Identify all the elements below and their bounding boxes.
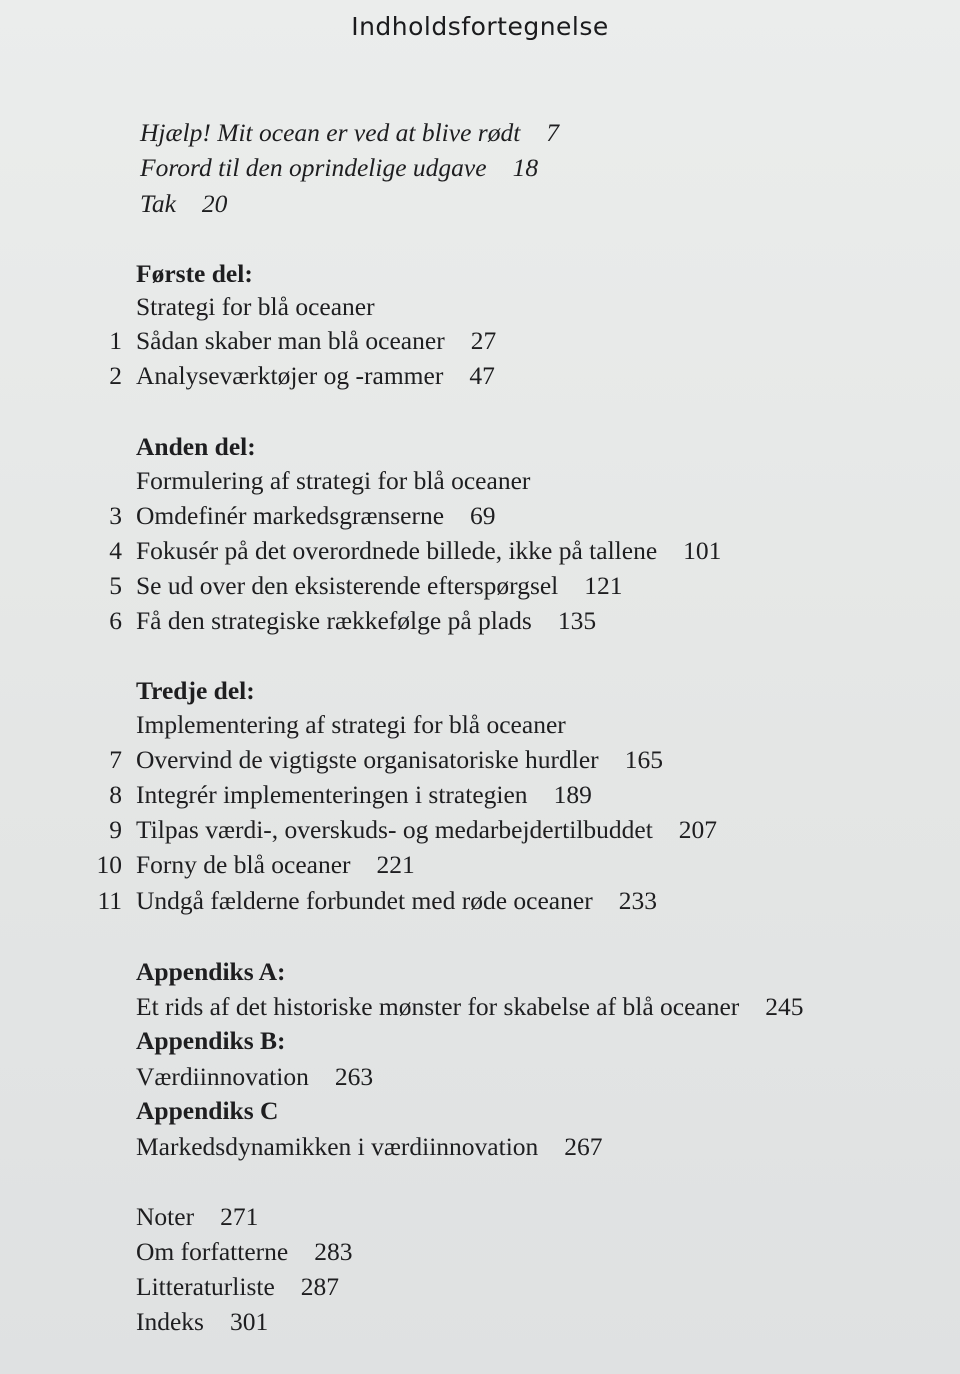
chapter-number: 5	[109, 571, 122, 600]
page-number: 135	[557, 606, 597, 635]
toc-entry-front-3: Tak 20	[140, 189, 228, 218]
appendix-heading-a: Appendiks A:	[136, 957, 286, 986]
chapter-number: 9	[109, 815, 122, 844]
page-number: 101	[683, 536, 722, 565]
page-number: 221	[376, 850, 415, 879]
part-heading-3: Tredje del:	[136, 676, 255, 705]
part-heading-2: Anden del:	[136, 432, 256, 461]
part-subtitle-2: Formulering af strategi for blå oceaner	[136, 466, 531, 495]
chapter-number: 7	[109, 745, 122, 774]
chapter-number: 11	[97, 886, 122, 915]
toc-entry-chapter-10: Forny de blå oceaner 221	[136, 850, 415, 879]
toc-entry-appendix-c: Markedsdynamikken i værdiinnovation 267	[136, 1132, 603, 1161]
toc-entry-appendix-a: Et rids af det historiske mønster for skabelse af blå oceaner 245	[136, 992, 804, 1021]
part-heading-1: Første del:	[136, 259, 253, 288]
chapter-number: 1	[109, 326, 122, 355]
toc-entry-chapter-9: Tilpas værdi-, overskuds- og medarbejdertilbuddet 207	[136, 815, 718, 844]
toc-entry-chapter-6: Få den strategiske rækkefølge på plads 135	[136, 606, 597, 635]
chapter-number: 6	[109, 606, 122, 635]
toc-entry-back-3: Litteraturliste 287	[136, 1272, 340, 1301]
toc-entry-chapter-8: Integrér implementeringen i strategien 189	[136, 780, 592, 809]
page-number: 47	[469, 361, 495, 390]
toc-entry-chapter-11: Undgå fælderne forbundet med røde oceaner 233	[136, 886, 657, 915]
toc-entry-appendix-b: Værdiinnovation 263	[136, 1062, 374, 1091]
toc-entry-chapter-4: Fokusér på det overordnede billede, ikke på tallene 101	[136, 536, 722, 565]
part-subtitle-1: Strategi for blå oceaner	[136, 292, 375, 321]
toc-entry-chapter-7: Overvind de vigtigste organisatoriske hurdler 165	[136, 745, 663, 774]
page-number: 267	[564, 1132, 603, 1161]
toc-entry-chapter-5: Se ud over den eksisterende efterspørgsel 121	[136, 571, 623, 600]
appendix-heading-b: Appendiks B:	[136, 1026, 286, 1055]
page-number: 27	[470, 326, 497, 355]
chapter-number: 8	[109, 780, 122, 809]
toc-entry-back-1: Noter 271	[136, 1202, 259, 1231]
toc-entry-back-2: Om forfatterne 283	[136, 1237, 353, 1266]
page-number: 233	[618, 886, 657, 915]
page-number: 165	[624, 745, 663, 774]
page-number: 245	[765, 992, 804, 1021]
page-number: 69	[470, 501, 496, 530]
toc-entry-back-4: Indeks 301	[136, 1307, 269, 1336]
page-number: 287	[300, 1272, 340, 1301]
page-number: 7	[546, 118, 560, 147]
page-number: 18	[512, 153, 539, 182]
page-number: 20	[201, 189, 228, 218]
page-number: 301	[229, 1307, 269, 1336]
page-number: 189	[553, 780, 592, 809]
chapter-number: 10	[96, 850, 122, 879]
toc-entry-chapter-1: Sådan skaber man blå oceaner 27	[136, 326, 497, 355]
part-subtitle-3: Implementering af strategi for blå oceaner	[136, 710, 566, 739]
chapter-number: 2	[109, 361, 122, 390]
toc-entry-chapter-2: Analyseværktøjer og -rammer 47	[136, 361, 495, 390]
page-number: 271	[220, 1202, 259, 1231]
appendix-heading-c: Appendiks C	[136, 1096, 279, 1125]
page-number: 263	[334, 1062, 374, 1091]
page-number: 207	[678, 815, 718, 844]
page-title: Indholdsfortegnelse	[351, 12, 609, 41]
toc-entry-chapter-3: Omdefinér markedsgrænserne 69	[136, 501, 496, 530]
page-number: 121	[584, 571, 623, 600]
chapter-number: 4	[109, 536, 122, 565]
page-number: 283	[314, 1237, 353, 1266]
toc-entry-front-1: Hjælp! Mit ocean er ved at blive rødt 7	[140, 118, 560, 147]
chapter-number: 3	[109, 501, 122, 530]
toc-entry-front-2: Forord til den oprindelige udgave 18	[140, 153, 539, 182]
